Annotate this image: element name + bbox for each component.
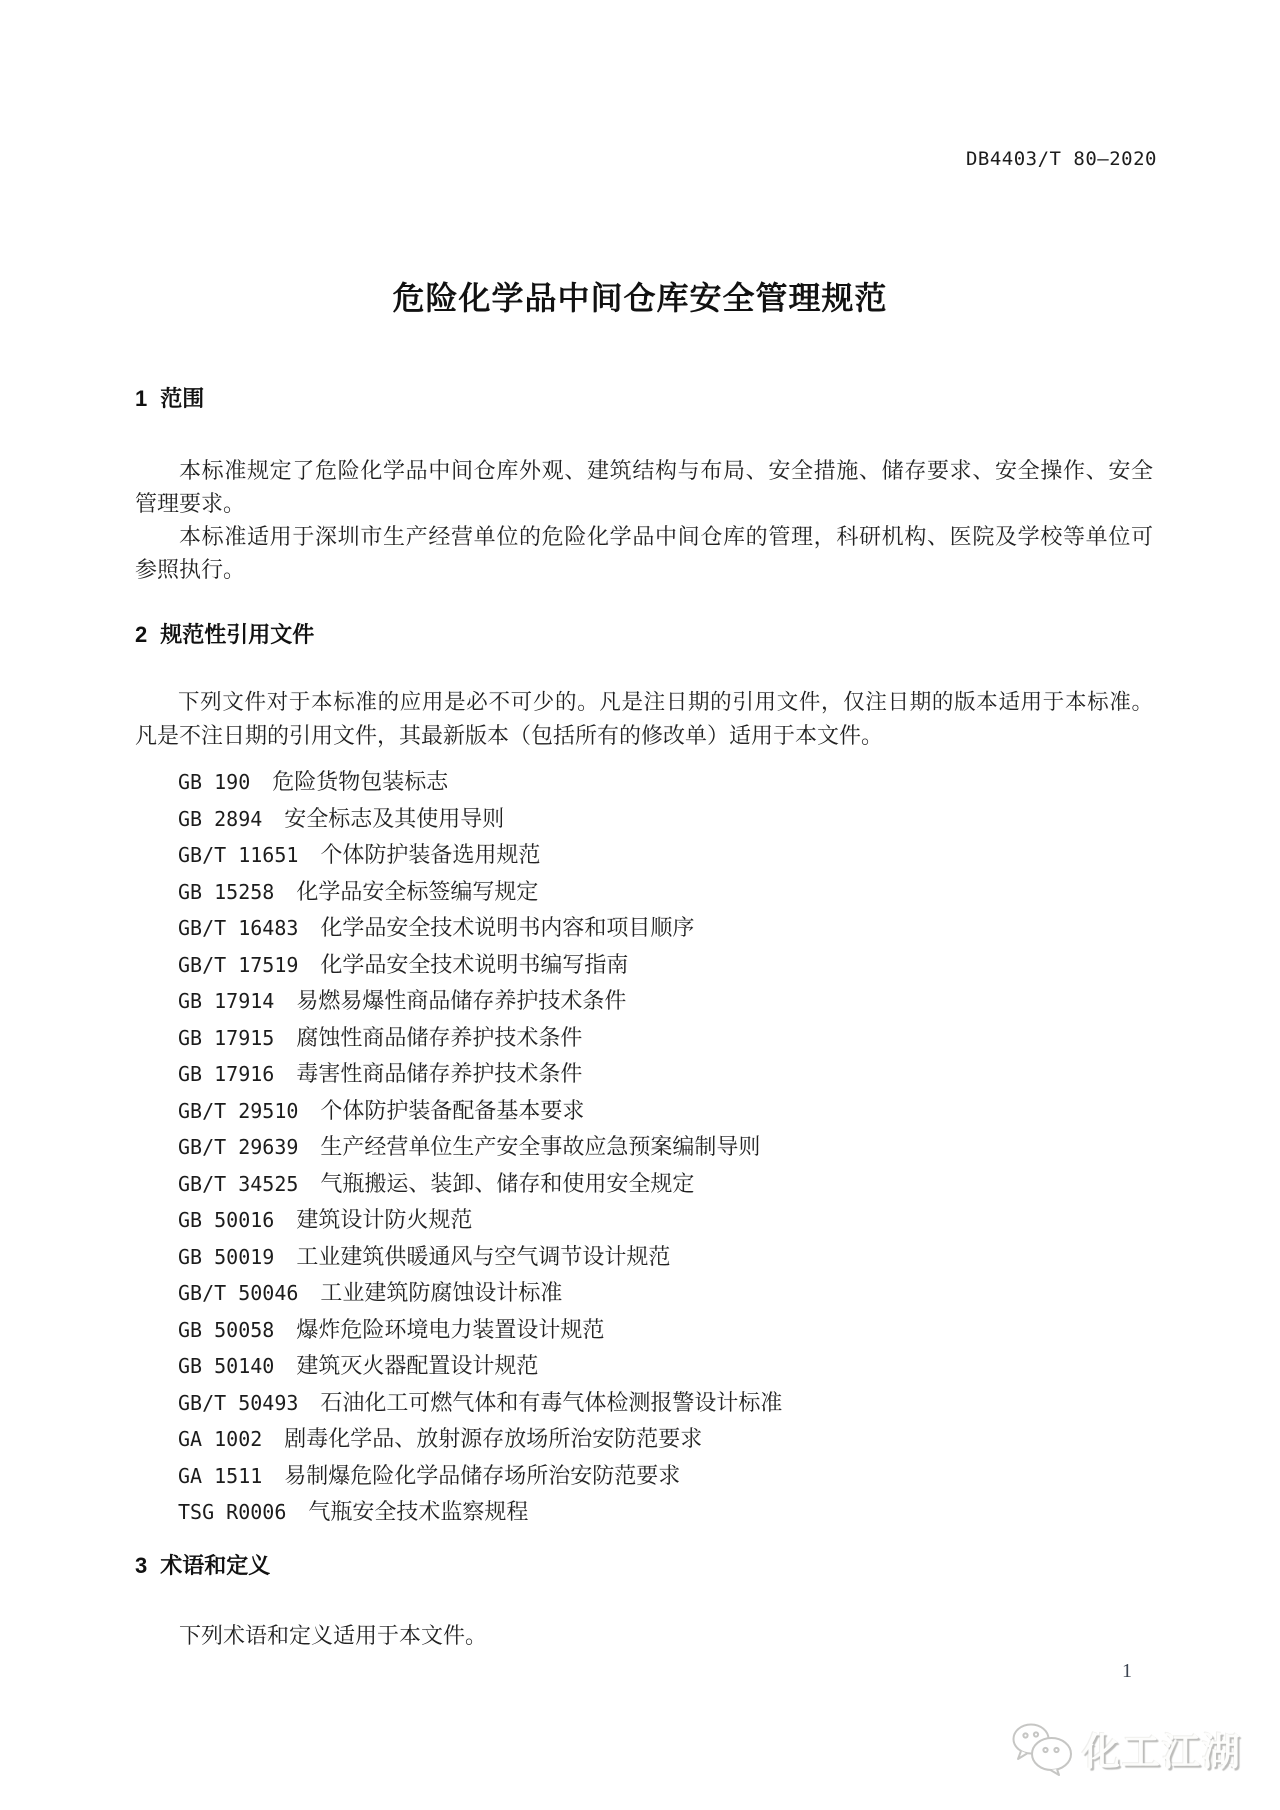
section-title: 范围: [160, 386, 205, 411]
reference-title: 化学品安全技术说明书内容和项目顺序: [320, 915, 695, 940]
reference-code: GB/T 29639: [178, 1135, 299, 1159]
reference-item: [178, 1166, 1153, 1203]
reference-title: 剧毒化学品、放射源存放场所治安防范要求: [284, 1426, 703, 1451]
wechat-icon: [1010, 1720, 1072, 1776]
reference-title: 毒害性商品储存养护技术条件: [296, 1061, 583, 1086]
reference-item: [178, 1239, 1153, 1276]
reference-code: GB/T 11651: [178, 843, 299, 867]
reference-item: [178, 1129, 1153, 1166]
paragraph-line: 下列文件对于本标准的应用是必不可少的。凡是注日期的引用文件，仅注日期的版本适用于本标准。: [178, 690, 1153, 714]
reference-title: 工业建筑防腐蚀设计标准: [320, 1280, 563, 1305]
reference-code: GB 50140: [178, 1354, 275, 1378]
reference-title: 安全标志及其使用导则: [284, 805, 505, 831]
section-number: 1: [135, 386, 148, 411]
reference-title: 腐蚀性商品储存养护技术条件: [296, 1024, 583, 1050]
reference-code: GB/T 29510: [178, 1098, 299, 1123]
section-number: 3: [135, 1552, 148, 1578]
paragraph-line: 凡是不注日期的引用文件，其最新版本（包括所有的修改单）适用于本文件。: [135, 723, 884, 748]
page-number: 1: [1122, 1660, 1132, 1682]
reference-item: [178, 910, 1153, 947]
reference-item: [178, 1494, 1153, 1531]
reference-code: GB 17916: [178, 1062, 275, 1086]
reference-item: [178, 1275, 1153, 1312]
reference-title: 化学品安全技术说明书编写指南: [320, 951, 629, 977]
reference-code: GB/T 34525: [178, 1171, 299, 1196]
reference-code: GB 2894: [178, 806, 263, 831]
reference-title: 化学品安全标签编写规定: [296, 878, 539, 904]
page-title: 危险化学品中间仓库安全管理规范: [392, 280, 888, 316]
reference-item: [178, 801, 1153, 838]
reference-item: [178, 1056, 1153, 1093]
paragraph: [135, 454, 1153, 520]
reference-item: [178, 1312, 1153, 1349]
reference-item: [178, 947, 1153, 984]
reference-code: GB/T 17519: [178, 952, 299, 977]
reference-code: GB 15258: [178, 879, 275, 904]
reference-code: TSG R0006: [178, 1500, 287, 1524]
reference-title: 易燃易爆性商品储存养护技术条件: [296, 988, 627, 1013]
reference-title: 易制爆危险化学品储存场所治安防范要求: [284, 1462, 681, 1488]
reference-title: 建筑灭火器配置设计规范: [296, 1353, 539, 1378]
paragraph-line: 本标准适用于深圳市生产经营单位的危险化学品中间仓库的管理，科研机构、医院及学校等单位可: [179, 524, 1153, 549]
section-2-heading: [135, 622, 1153, 648]
paragraph-line: 参照执行。: [135, 557, 246, 582]
reference-title: 建筑设计防火规范: [296, 1207, 473, 1232]
paragraph: [135, 686, 1153, 752]
section-3-heading: [135, 1553, 1153, 1579]
reference-item: [178, 874, 1153, 911]
watermark-text: 化工江湖: [1081, 1731, 1242, 1774]
reference-item: [178, 1385, 1153, 1422]
reference-title: 个体防护装备选用规范: [320, 842, 541, 867]
reference-item: [178, 1093, 1153, 1130]
paragraph: [135, 520, 1153, 586]
section-title: 规范性引用文件: [160, 622, 315, 647]
paragraph: [135, 1619, 1153, 1652]
reference-item: [178, 983, 1153, 1020]
reference-code: GB/T 16483: [178, 916, 299, 940]
reference-item: [178, 1202, 1153, 1239]
reference-title: 生产经营单位生产安全事故应急预案编制导则: [320, 1134, 761, 1159]
reference-title: 气瓶安全技术监察规程: [308, 1499, 529, 1524]
reference-code: GA 1511: [178, 1463, 263, 1488]
paragraph-line: 下列术语和定义适用于本文件。: [179, 1622, 488, 1648]
reference-title: 工业建筑供暖通风与空气调节设计规范: [296, 1243, 671, 1269]
watermark: [1010, 1720, 1242, 1776]
doc-number: DB4403/T 80—2020: [965, 148, 1157, 170]
reference-item: [178, 837, 1153, 874]
reference-title: 爆炸危险环境电力装置设计规范: [296, 1316, 605, 1342]
section-title: 术语和定义: [160, 1552, 271, 1578]
reference-title: 危险货物包装标志: [272, 769, 449, 794]
reference-item: [178, 1348, 1153, 1385]
reference-code: GB 17915: [178, 1025, 275, 1050]
reference-code: GB/T 50493: [178, 1390, 299, 1415]
reference-list: [135, 764, 1153, 1531]
reference-code: GB 190: [178, 770, 251, 794]
paragraph-line: 管理要求。: [135, 491, 246, 516]
reference-item: [178, 1458, 1153, 1495]
paragraph-line: 本标准规定了危险化学品中间仓库外观、建筑结构与布局、安全措施、储存要求、安全操作、安全: [179, 458, 1153, 483]
reference-title: 气瓶搬运、装卸、储存和使用安全规定: [320, 1170, 695, 1196]
reference-code: GB 50019: [178, 1244, 275, 1269]
reference-code: GB 50016: [178, 1208, 275, 1232]
section-1-heading: [135, 386, 1153, 412]
reference-code: GA 1002: [178, 1427, 263, 1451]
reference-item: [178, 1020, 1153, 1057]
reference-item: [178, 764, 1153, 801]
reference-title: 个体防护装备配备基本要求: [320, 1097, 585, 1123]
reference-code: GB 50058: [178, 1317, 275, 1342]
section-number: 2: [135, 622, 148, 647]
reference-code: GB 17914: [178, 989, 275, 1013]
reference-item: [178, 1421, 1153, 1458]
reference-title: 石油化工可燃气体和有毒气体检测报警设计标准: [320, 1389, 783, 1415]
document-body: [135, 0, 1153, 1652]
reference-code: GB/T 50046: [178, 1281, 299, 1305]
